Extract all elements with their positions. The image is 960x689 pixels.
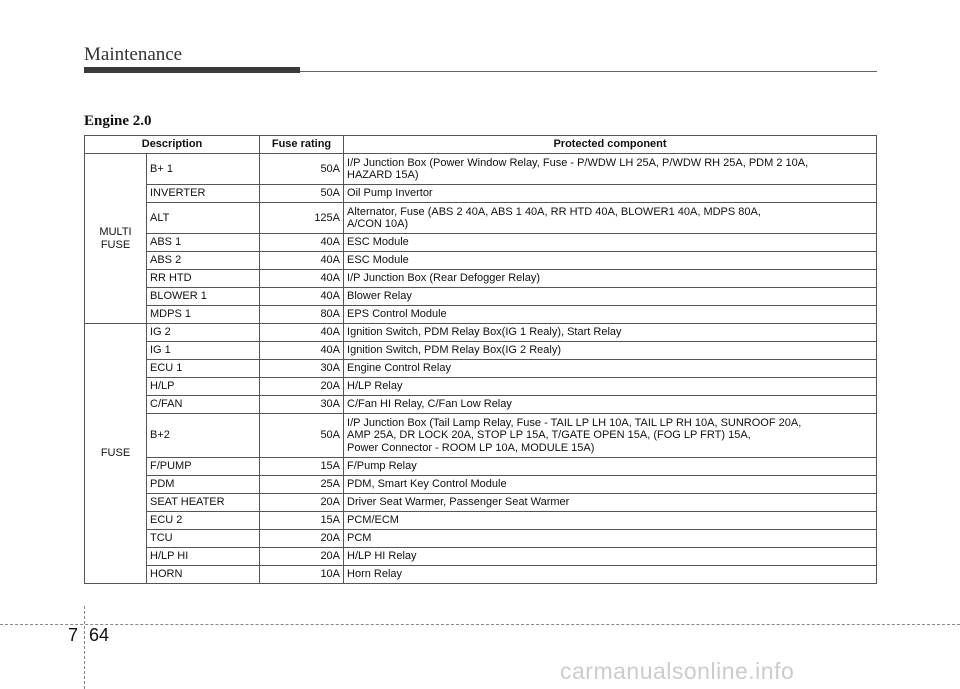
column-header-fuse-rating: Fuse rating [260,136,344,154]
protected-component: Driver Seat Warmer, Passenger Seat Warmer [344,494,877,512]
fuse-name: ABS 2 [147,252,260,270]
header-rule [300,71,877,72]
group-label: FUSE [85,324,147,584]
fuse-rating: 20A [260,530,344,548]
protected-component: I/P Junction Box (Tail Lamp Relay, Fuse - TAIL LP LH 10A, TAIL LP RH 10A, SUNROOF 20A, AMP 25A, DR LOCK 20A, STOP LP 15A, T/GATE OPEN 15A, (FOG LP FRT) 15A, Power Connector - ROOM LP 10A, MODULE 15A) [344,414,877,458]
fuse-table-body [85,154,877,584]
protected-component: PCM [344,530,877,548]
protected-component: Engine Control Relay [344,360,877,378]
watermark: carmanualsonline.info [560,658,795,684]
table-row [85,530,877,548]
table-row [85,360,877,378]
table-row [85,512,877,530]
protected-component: EPS Control Module [344,306,877,324]
fuse-rating: 40A [260,324,344,342]
page-header-title: Maintenance [84,44,183,65]
fuse-name: B+ 1 [147,154,260,185]
fuse-name: MDPS 1 [147,306,260,324]
protected-component: C/Fan HI Relay, C/Fan Low Relay [344,396,877,414]
fuse-rating: 20A [260,548,344,566]
fuse-name: ECU 1 [147,360,260,378]
fuse-name: IG 1 [147,342,260,360]
fuse-rating: 50A [260,185,344,203]
fuse-name: PDM [147,476,260,494]
protected-component: Ignition Switch, PDM Relay Box(IG 2 Realy) [344,342,877,360]
protected-component: Oil Pump Invertor [344,185,877,203]
table-row [85,154,877,185]
fuse-rating: 25A [260,476,344,494]
protected-component: I/P Junction Box (Rear Defogger Relay) [344,270,877,288]
fuse-table [84,135,877,584]
column-header-protected-component: Protected component [344,136,877,154]
table-row [85,306,877,324]
fuse-name: INVERTER [147,185,260,203]
fuse-rating: 20A [260,378,344,396]
fuse-rating: 40A [260,342,344,360]
fuse-name: H/LP [147,378,260,396]
protected-component: F/Pump Relay [344,458,877,476]
fuse-rating: 30A [260,360,344,378]
fuse-rating: 50A [260,414,344,458]
fuse-name: HORN [147,566,260,584]
protected-component: Ignition Switch, PDM Relay Box(IG 1 Realy), Start Relay [344,324,877,342]
fuse-name: SEAT HEATER [147,494,260,512]
fuse-rating: 40A [260,288,344,306]
table-row [85,414,877,458]
protected-component: Blower Relay [344,288,877,306]
header-bar [84,67,300,73]
fuse-name: B+2 [147,414,260,458]
fuse-name: ABS 1 [147,234,260,252]
group-label: MULTI FUSE [85,154,147,324]
protected-component: Horn Relay [344,566,877,584]
fuse-rating: 15A [260,458,344,476]
fuse-rating: 40A [260,252,344,270]
fuse-rating: 40A [260,234,344,252]
table-row [85,396,877,414]
fuse-rating: 125A [260,203,344,234]
fuse-rating: 40A [260,270,344,288]
fuse-rating: 20A [260,494,344,512]
footer-rule [0,624,960,625]
fuse-name: F/PUMP [147,458,260,476]
section-title: Engine 2.0 [84,113,152,129]
protected-component: H/LP Relay [344,378,877,396]
table-row [85,324,877,342]
protected-component: I/P Junction Box (Power Window Relay, Fuse - P/WDW LH 25A, P/WDW RH 25A, PDM 2 10A, HAZARD 15A) [344,154,877,185]
chapter-number: 7 [68,625,79,645]
protected-component: H/LP HI Relay [344,548,877,566]
fuse-name: ALT [147,203,260,234]
table-row [85,270,877,288]
fuse-name: IG 2 [147,324,260,342]
table-row [85,342,877,360]
column-header-description: Description [85,136,260,154]
protected-component: Alternator, Fuse (ABS 2 40A, ABS 1 40A, RR HTD 40A, BLOWER1 40A, MDPS 80A, A/CON 10A) [344,203,877,234]
protected-component: ESC Module [344,252,877,270]
fuse-rating: 80A [260,306,344,324]
protected-component: PCM/ECM [344,512,877,530]
table-row [85,252,877,270]
protected-component: PDM, Smart Key Control Module [344,476,877,494]
protected-component: ESC Module [344,234,877,252]
table-row [85,458,877,476]
fuse-name: C/FAN [147,396,260,414]
fuse-rating: 15A [260,512,344,530]
fuse-name: H/LP HI [147,548,260,566]
table-row [85,476,877,494]
fuse-name: BLOWER 1 [147,288,260,306]
table-row [85,548,877,566]
table-row [85,203,877,234]
table-row [85,288,877,306]
fuse-name: TCU [147,530,260,548]
footer-divider [84,606,85,689]
table-row [85,234,877,252]
fuse-rating: 30A [260,396,344,414]
table-row [85,185,877,203]
table-row [85,566,877,584]
table-row [85,494,877,512]
fuse-rating: 50A [260,154,344,185]
table-row [85,378,877,396]
fuse-name: ECU 2 [147,512,260,530]
page-number: 64 [89,625,110,645]
fuse-name: RR HTD [147,270,260,288]
fuse-rating: 10A [260,566,344,584]
